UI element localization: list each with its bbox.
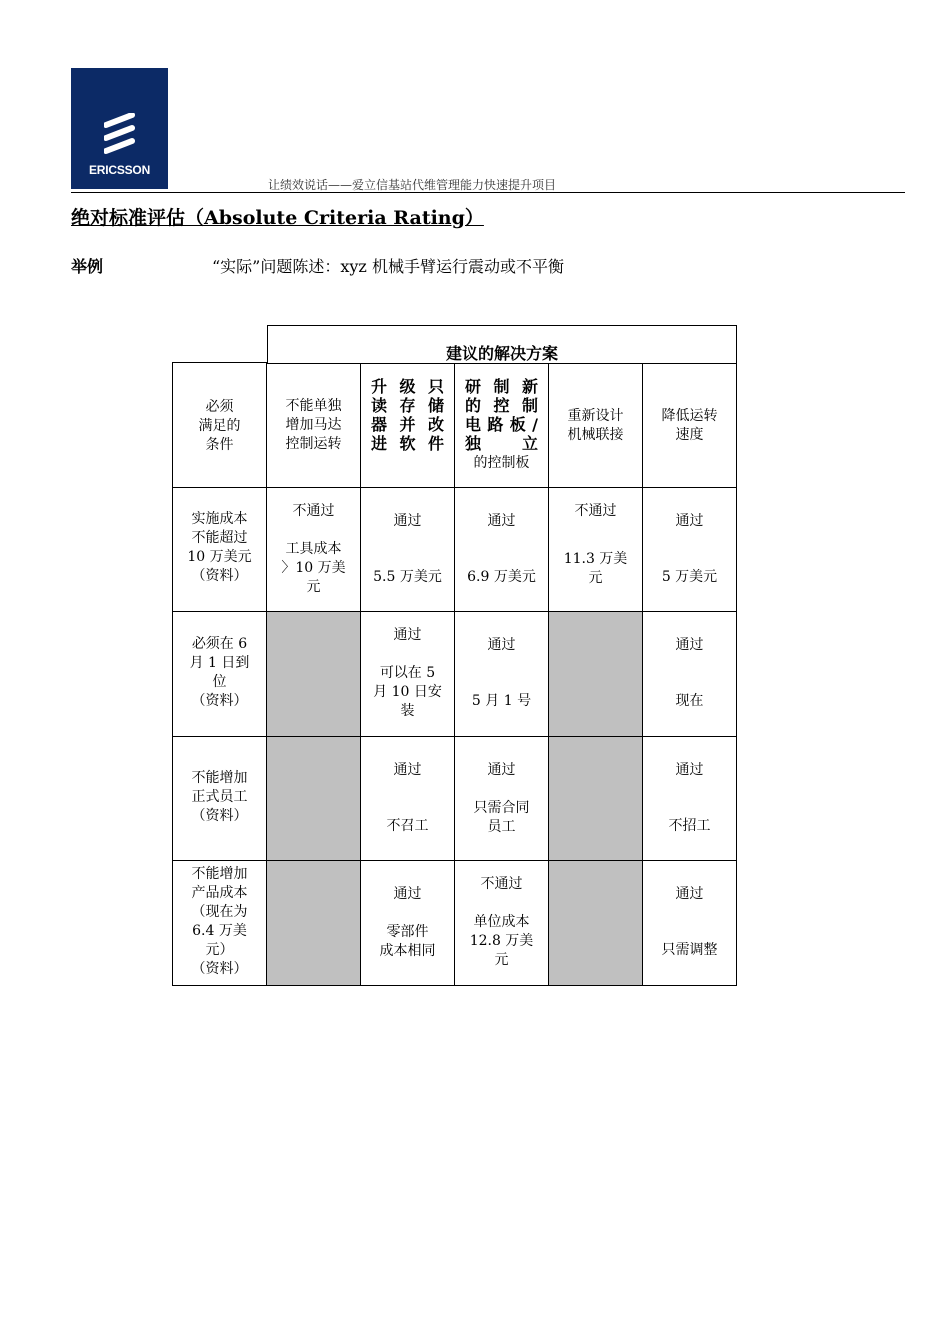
criterion-text-line: 正式员工 <box>191 789 248 805</box>
result-note <box>649 941 730 960</box>
result-status: 通过 <box>487 762 516 778</box>
solution-title-line: 速度 <box>675 427 704 443</box>
result-status: 不通过 <box>292 503 335 519</box>
result-cell <box>643 861 737 986</box>
solution-header <box>643 363 737 488</box>
result-cell <box>643 612 737 737</box>
result-cell <box>361 488 455 612</box>
shaded-cell <box>549 861 643 986</box>
result-cell <box>455 612 549 737</box>
criterion-text-line: 实施成本 <box>191 511 248 527</box>
solution-title-line: 的 控 制 <box>465 396 538 415</box>
shaded-cell <box>549 612 643 737</box>
result-note <box>367 923 448 961</box>
result-status: 通过 <box>487 637 516 653</box>
result-note-line: 11.3 万美 <box>563 551 628 567</box>
result-status: 通过 <box>393 513 422 529</box>
solution-title <box>371 377 444 453</box>
criterion-text-line: 不能超过 <box>191 530 248 546</box>
result-note-line: 零部件 <box>386 924 429 940</box>
result-note <box>649 817 730 836</box>
logo-text: ERICSSON <box>88 163 151 177</box>
result-note-line: 元 <box>306 579 321 595</box>
criterion-text-line: （现在为 <box>191 904 248 920</box>
result-cell <box>643 737 737 861</box>
solution-subtitle: 的控制板 <box>473 455 530 471</box>
solution-header <box>361 363 455 488</box>
result-status: 通过 <box>675 513 704 529</box>
solution-title-line: 器 并 改 <box>371 415 444 434</box>
solution-title <box>649 407 730 445</box>
solution-title-line: 升 级 只 <box>371 377 444 396</box>
result-note <box>367 664 448 721</box>
solution-title-line: 读 存 储 <box>371 396 444 415</box>
criteria-header <box>173 363 267 488</box>
result-note <box>461 799 542 837</box>
criterion-text-line: 位 <box>212 674 227 690</box>
criterion-text-line: 6.4 万美 <box>192 923 247 939</box>
result-note-line: 5.5 万美元 <box>373 569 442 585</box>
criterion-text <box>179 865 260 979</box>
header-rule <box>71 192 905 193</box>
result-note-line: 员工 <box>487 819 516 835</box>
example-label: 举例 <box>71 257 104 276</box>
solution-title <box>465 377 538 453</box>
result-note-line: 元 <box>494 952 509 968</box>
result-cell <box>361 737 455 861</box>
solution-title-line: 不能单独 <box>285 398 342 414</box>
criterion-text <box>179 635 260 711</box>
solution-header <box>455 363 549 488</box>
result-note-line: 12.8 万美 <box>469 933 534 949</box>
result-cell <box>267 488 361 612</box>
criteria-header-text-line: 必须 <box>205 399 234 415</box>
criteria-table <box>172 344 737 986</box>
solution-title-line: 机械联接 <box>567 427 624 443</box>
result-status: 通过 <box>393 886 422 902</box>
criterion-text-line: （资料） <box>191 961 248 977</box>
solutions-group-header: 建议的解决方案 <box>267 325 737 364</box>
result-note <box>649 568 730 587</box>
result-note <box>649 692 730 711</box>
result-note <box>367 817 448 836</box>
result-cell <box>455 737 549 861</box>
problem-statement: “实际”问题陈述：xyz 机械手臂运行震动或不平衡 <box>212 257 564 276</box>
result-note <box>461 568 542 587</box>
solution-title-line: 电 路 板 / <box>465 415 538 434</box>
result-note-line: 不召工 <box>386 818 429 834</box>
result-note-line: 元 <box>588 570 603 586</box>
result-note-line: 现在 <box>675 693 704 709</box>
result-status: 通过 <box>675 886 704 902</box>
result-note-line: 单位成本 <box>473 914 530 930</box>
solution-title-line: 控制运转 <box>285 436 342 452</box>
criterion-text-line: 产品成本 <box>191 885 248 901</box>
result-cell <box>455 861 549 986</box>
result-note <box>367 568 448 587</box>
result-note-line: 〉10 万美 <box>281 560 346 576</box>
shaded-cell <box>267 861 361 986</box>
criteria-header-text <box>179 398 260 455</box>
result-note <box>555 550 636 588</box>
result-cell <box>361 861 455 986</box>
solution-title-line: 重新设计 <box>567 408 624 424</box>
criteria-header-text-line: 满足的 <box>198 418 241 434</box>
result-cell <box>643 488 737 612</box>
result-note-line: 5 月 1 号 <box>471 693 532 709</box>
criterion-text-line: 不能增加 <box>191 866 248 882</box>
result-note-line: 6.9 万美元 <box>467 569 536 585</box>
solution-title-line: 进软件 <box>371 434 444 453</box>
criterion-cell <box>173 737 267 861</box>
result-note <box>461 913 542 970</box>
result-cell <box>455 488 549 612</box>
result-note-line: 只需合同 <box>473 800 530 816</box>
solution-title-line: 降低运转 <box>661 408 718 424</box>
result-status: 通过 <box>675 637 704 653</box>
shaded-cell <box>267 737 361 861</box>
ericsson-logo <box>71 68 168 189</box>
criterion-cell <box>173 861 267 986</box>
solution-title-line: 独立 <box>465 434 538 453</box>
criteria-header-text-line: 条件 <box>205 437 234 453</box>
result-status: 通过 <box>675 762 704 778</box>
result-note-line: 工具成本 <box>285 541 342 557</box>
criterion-text-line: 10 万美元 <box>187 549 252 565</box>
criterion-text-line: 月 1 日到 <box>189 655 250 671</box>
criterion-text-line: （资料） <box>191 568 248 584</box>
criterion-cell <box>173 488 267 612</box>
result-status: 通过 <box>393 627 422 643</box>
criterion-text-line: （资料） <box>191 808 248 824</box>
result-note-line: 不招工 <box>668 818 711 834</box>
result-status: 不通过 <box>480 876 523 892</box>
result-note-line: 只需调整 <box>661 942 718 958</box>
result-cell <box>361 612 455 737</box>
shaded-cell <box>549 737 643 861</box>
result-cell <box>549 488 643 612</box>
solution-title-line: 研 制 新 <box>465 377 538 396</box>
result-note-line: 月 10 日安 <box>373 684 442 700</box>
ericsson-logo-icon <box>104 113 136 155</box>
page-header: 让绩效说话——爱立信基站代维管理能力快速提升项目 <box>268 178 557 192</box>
criterion-text-line: 元） <box>205 942 234 958</box>
result-note <box>273 540 354 597</box>
page-title: 绝对标准评估（Absolute Criteria Rating） <box>71 207 484 229</box>
criterion-text <box>179 769 260 826</box>
result-note-line: 装 <box>400 703 415 719</box>
criterion-text-line: 必须在 6 <box>191 636 248 652</box>
solution-title-line: 增加马达 <box>285 417 342 433</box>
result-note-line: 成本相同 <box>379 943 436 959</box>
criterion-cell <box>173 612 267 737</box>
result-status: 不通过 <box>574 503 617 519</box>
criterion-text-line: 不能增加 <box>191 770 248 786</box>
result-status: 通过 <box>487 513 516 529</box>
result-note <box>461 692 542 711</box>
shaded-cell <box>267 612 361 737</box>
solution-header <box>549 363 643 488</box>
result-note-line: 可以在 5 <box>379 665 436 681</box>
solution-title <box>273 397 354 454</box>
solution-header <box>267 363 361 488</box>
result-note-line: 5 万美元 <box>661 569 718 585</box>
solution-title <box>555 407 636 445</box>
result-status: 通过 <box>393 762 422 778</box>
criterion-text <box>179 510 260 586</box>
criterion-text-line: （资料） <box>191 693 248 709</box>
